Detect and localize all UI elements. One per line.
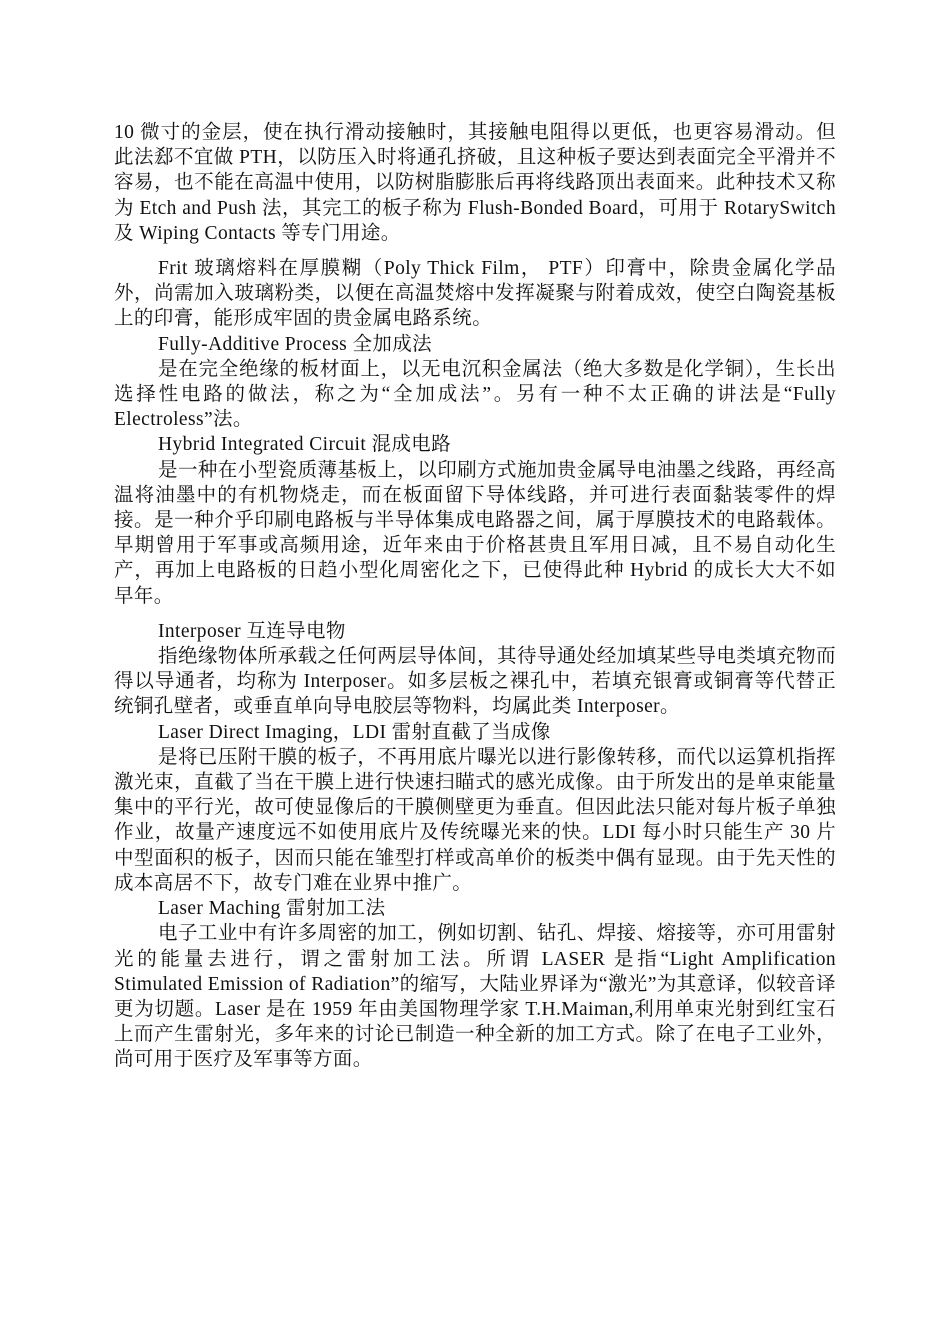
paragraph-hybrid: 是一种在小型瓷质薄基板上，以印刷方式施加贵金属导电油墨之线路，再经高温将油墨中的有机物烧走，而在板面留下导体线路，并可进行表面黏装零件的焊接。是一种介乎印刷电路板与半导体集成电路器之间，属于厚膜技术的电路载体。早期曾用于军事或高频用途，近年来由于价格甚贵且军用日减，且不易自动化生产，再加上电路板的日趋小型化周密化之下，已使得此种 Hybrid 的成长大大不如早年。: [114, 459, 836, 607]
paragraph-frit: Frit 玻璃熔料在厚膜糊（Poly Thick Film， PTF）印膏中，除贵金属化学品外，尚需加入玻璃粉类，以便在高温焚熔中发挥凝聚与附着成效，使空白陶瓷基板上的印膏，能形成牢固的贵金属电路系统。: [114, 258, 836, 330]
paragraph-fully-additive: 是在完全绝缘的板材面上，以无电沉积金属法（绝大多数是化学铜），生长出选择性电路的做法，称之为“全加成法”。另有一种不太正确的讲法是“Fully Electroless”法。: [114, 358, 836, 431]
heading-interposer: Interposer 互连导电物: [158, 620, 346, 642]
heading-laser-maching: Laser Maching 雷射加工法: [158, 898, 386, 920]
heading-ldi: Laser Direct Imaging，LDI 雷射直截了当成像: [158, 721, 551, 743]
paragraph-laser-maching: 电子工业中有许多周密的加工，例如切割、钻孔、焊接、熔接等，亦可用雷射光的能量去进行，谓之雷射加工法。所谓 LASER 是指“Light Amplification Stimulated Emission of Radiation”的缩写，大陆业界译为“激光”为其意译，似较音译更为切题。Laser 是在 1959 年由美国物理学家 T.H.Maiman,利用单束光射到红宝石上而产生雷射光，多年来的讨论已制造一种全新的加工方式。除了在电子工业外，尚可用于医疗及军事等方面。: [114, 923, 836, 1071]
document-body: [114, 120, 836, 1073]
paragraph-interposer: 指绝缘物体所承载之任何两层导体间，其待导通处经加填某些导电类填充物而得以导通者，均称为 Interposer。如多层板之裸孔中，若填充银膏或铜膏等代替正统铜孔壁者，或垂直单向导电胶层等物料，均属此类 Interposer。: [114, 646, 836, 718]
paragraph-ldi: 是将已压附干膜的板子，不再用底片曝光以进行影像转移，而代以运算机指挥激光束，直截了当在干膜上进行快速扫瞄式的感光成像。由于所发出的是单束能量集中的平行光，故可使显像后的干膜侧壁更为垂直。但因此法只能对每片板子单独作业，故量产速度远不如使用底片及传统曝光来的快。LDI 每小时只能生产 30 片中型面积的板子，因而只能在雏型打样或高单价的板类中偶有显现。由于先天性的成本高居不下，故专门难在业界中推广。: [114, 746, 836, 894]
heading-hybrid: Hybrid Integrated Circuit 混成电路: [158, 434, 452, 456]
paragraph-flush-bonded: 10 微寸的金层，使在执行滑动接触时，其接触电阻得以更低，也更容易滑动。但此法郄不宜做 PTH，以防压入时将通孔挤破，且这种板子要达到表面完全平滑并不容易，也不能在高温中使用，以防树脂膨胀后再将线路顶出表面来。此种技术又称为 Etch and Push 法，其完工的板子称为 Flush-Bonded Board，可用于 RotarySwitch 及 Wiping Contacts 等专门用途。: [114, 122, 836, 244]
heading-fully-additive: Fully-Additive Process 全加成法: [158, 333, 433, 355]
